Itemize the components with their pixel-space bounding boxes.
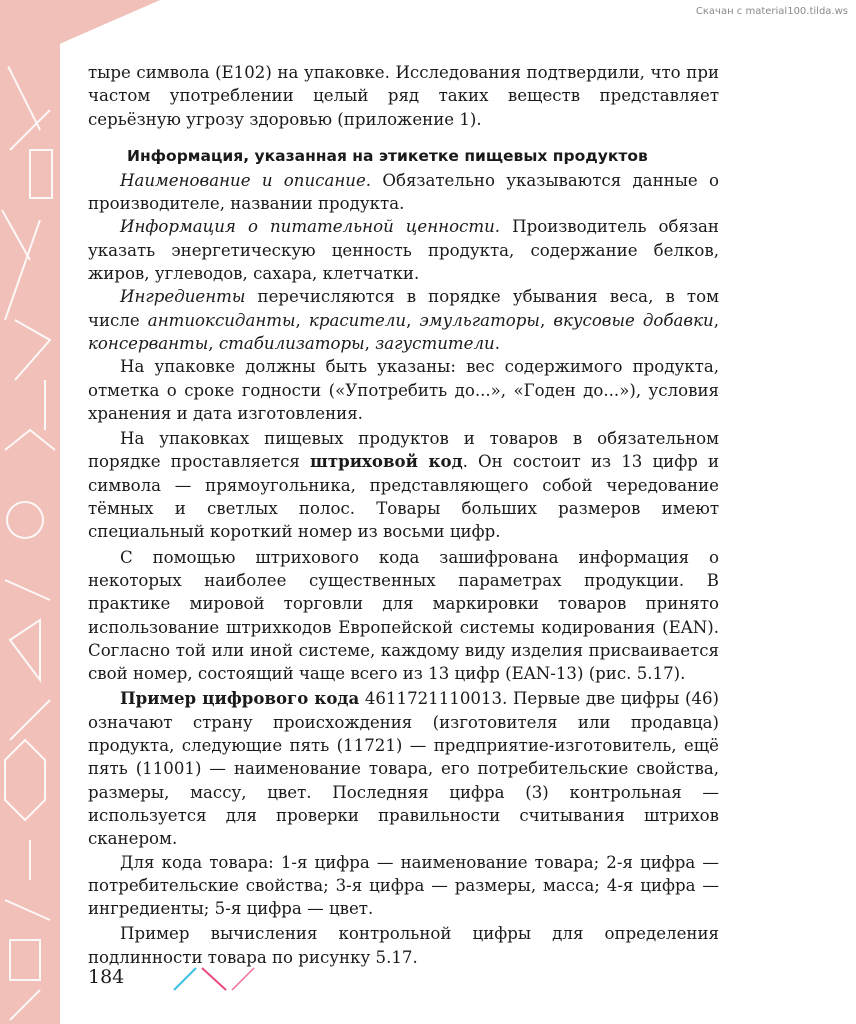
paragraph-ingredients: Ингредиенты перечисляются в порядке убывания веса, в том числе антиоксиданты, красители, эмульгаторы, вкусовые добавки, консерванты, стабилизаторы, загустители. [88, 287, 719, 353]
corner-decoration [0, 0, 160, 70]
text: перечисляются в порядке убывания веса, в том числе [88, 287, 719, 330]
page-number: 184 [88, 966, 125, 988]
paragraph-intro: тыре символа (Е102) на упаковке. Исследования подтвердили, что при частом употреблении целый ряд таких веществ представляет серьёзную угрозу здоровью (приложение 1). [88, 63, 719, 129]
text: Производитель обязан указать энергетическую ценность продукта, содержание белков, жиров, углеводов, сахара, клетчатки. [88, 217, 719, 284]
paragraph-barcode: На упаковках пищевых продуктов и товаров в обязательном порядке проставляется штриховой код. Он состоит из 13 цифр и символа — прямоугольника, представляющего собой чередование тёмных и светлых полос. Товары больших размеров имеют специальный короткий номер из восьми цифр. [88, 429, 720, 542]
additive-term: консерванты [88, 333, 209, 353]
paragraph-packaging: На упаковке должны быть указаны: вес содержимого продукта, отметка о сроке годности («Употребить до...», «Годен до...»), условия хранения и дата изготовления. [88, 357, 719, 423]
additive-term: вкусовые добавки [553, 310, 714, 330]
paragraph-code-example: Пример цифрового кода 4611721110013. Первые две цифры (46) означают страну происхождения (изготовителя или продавца) продукта, следующие пять (11721) — предприятие-изготовитель, ещё пять (11001) — наименование товара, его потребительские свойства, размеры, массу, цвет. Последняя цифра (3) контрольная — используется для проверки правильности считывания штрихов сканером. [88, 688, 720, 849]
term: Ингредиенты [120, 287, 246, 307]
watermark: Скачан с material100.tilda.ws [695, 6, 848, 17]
paragraph-nutrition [88, 215, 719, 285]
additive-term: загустители [375, 333, 495, 353]
barcode-term: штриховой код [309, 451, 463, 472]
additive-term: красители [308, 310, 407, 330]
paragraph-digit-meaning: Для кода товара: 1-я цифра — наименование товара; 2-я цифра — потребительские свойства; 3-я цифра — размеры, масса; 4-я цифра — ингредиенты; 5-я цифра — цвет. [88, 852, 719, 919]
section-heading: Информация, указанная на этикетке пищевых продуктов [127, 146, 648, 165]
page-content [88, 61, 719, 969]
term: Наименование и описание. [120, 170, 372, 190]
paragraph-barcode-info: С помощью штрихового кода зашифрована информация о некоторых наиболее существенных параметрах продукции. В практике мировой торговли для маркировки товаров принято использование штрихкодов Европейской системы кодирования (EAN). Согласно той или иной системе, каждому виду изделия присваивается свой номер, состоящий чаще всего из 13 цифр (EAN-13) (рис. 5.17). [88, 547, 719, 684]
slash-decoration-icon [172, 966, 262, 992]
paragraph-name-description [88, 169, 719, 216]
term: Информация о питательной ценности. [120, 217, 501, 237]
text: Обязательно указываются данные о производителе, названии продукта. [88, 170, 719, 214]
additive-term: стабилизаторы [218, 333, 365, 353]
geometric-pattern-icon [0, 0, 60, 1024]
additive-term: антиоксиданты [147, 310, 296, 330]
code-example-term: Пример цифрового кода [120, 688, 360, 709]
additive-term: эмульгаторы [419, 310, 540, 330]
decorative-sidebar [0, 0, 60, 1024]
paragraph-check-digit: Пример вычисления контрольной цифры для определения подлинности товара по рисунку 5.17. [88, 924, 719, 967]
